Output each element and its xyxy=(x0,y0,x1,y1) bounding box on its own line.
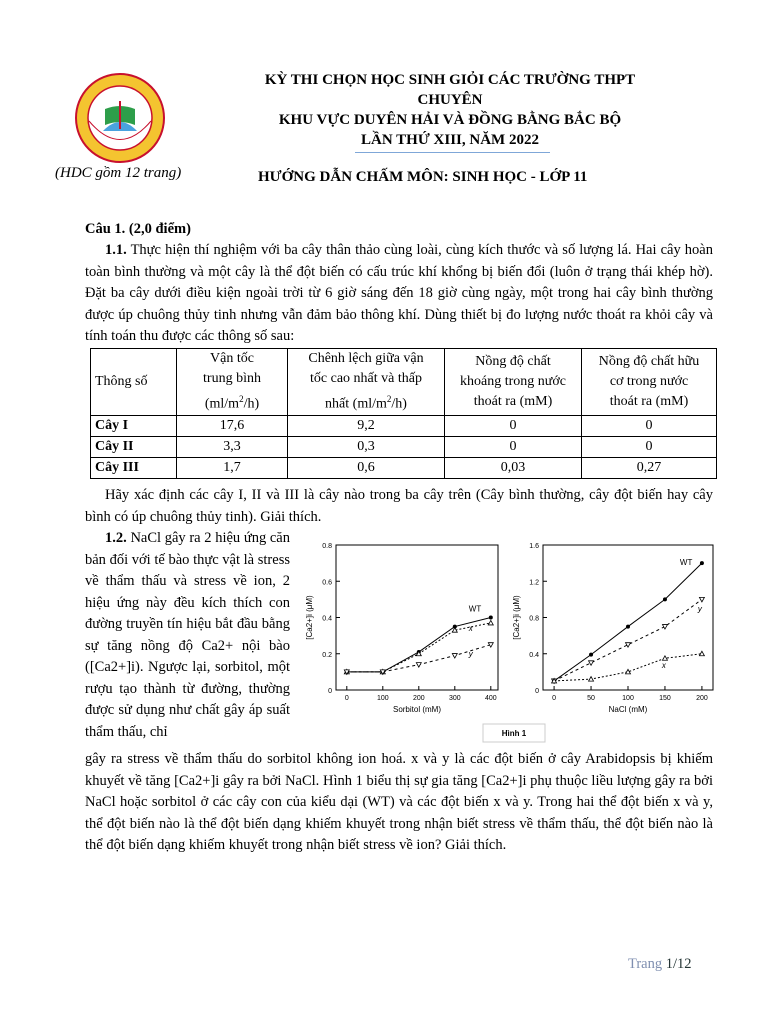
x-tick-label: 100 xyxy=(622,695,634,702)
pages-note: (HDC gồm 12 trang) xyxy=(55,165,182,181)
data-point-WT xyxy=(663,597,667,601)
table-cell: 0,3 xyxy=(288,436,445,457)
exam-title-line1: KỲ THI CHỌN HỌC SINH GIỎI CÁC TRƯỜNG THPT xyxy=(264,72,636,88)
table-row xyxy=(91,415,717,436)
x-tick-label: 100 xyxy=(376,695,389,702)
legend-label-WT: WT xyxy=(468,604,482,614)
table-row xyxy=(91,457,717,478)
logo xyxy=(75,73,165,163)
header-text: trung bình xyxy=(203,371,261,386)
legend-label-WT: WT xyxy=(679,558,693,568)
y-tick-label: 1.2 xyxy=(529,579,539,587)
y-tick-label: 0.4 xyxy=(322,615,332,623)
data-point-x xyxy=(589,677,594,682)
header-cell xyxy=(582,349,717,416)
question11-prompt: Hãy xác định các cây I, II và III là cây nào trong ba cây trên (Cây bình thường, cây đột biến hay cây bình có úp chuông thủy tinh). Giải thích. xyxy=(85,487,713,525)
question1-heading: Câu 1. (2,0 điểm) xyxy=(85,221,191,237)
data-point-x xyxy=(662,656,667,661)
series-line-WT xyxy=(554,563,702,681)
data-point-x xyxy=(488,620,493,625)
table-cell: 0 xyxy=(582,415,717,436)
y-tick-label: 0 xyxy=(535,688,539,695)
data-point-WT xyxy=(589,653,593,657)
y-tick-label: 0.4 xyxy=(529,651,539,659)
question12-wrap-text xyxy=(85,528,290,743)
table-cell: 3,3 xyxy=(177,436,288,457)
question11-text xyxy=(85,240,713,348)
x-tick-label: 400 xyxy=(484,695,497,702)
table-cell: 1,7 xyxy=(177,457,288,478)
data-point-y xyxy=(416,663,421,668)
row-label: Cây II xyxy=(91,436,177,457)
data-point-y xyxy=(662,625,667,630)
exam-title-line3: KHU VỰC DUYÊN HẢI VÀ ĐỒNG BẰNG BẮC BỘ xyxy=(278,112,622,128)
x-axis-label: NaCl (mM) xyxy=(608,705,648,714)
y-tick-label: 1.6 xyxy=(529,543,539,550)
figure-caption: Hình 1 xyxy=(501,729,527,738)
x-tick-label: 200 xyxy=(412,695,425,702)
document-title: HƯỚNG DẪN CHẤM MÔN: SINH HỌC - LỚP 11 xyxy=(258,169,588,185)
y-tick-label: 0.8 xyxy=(529,615,539,623)
table-cell: 0 xyxy=(582,436,717,457)
table-cell: 0,03 xyxy=(445,457,582,478)
exam-title-line2: CHUYÊN xyxy=(417,92,483,108)
y-axis-label: [Ca2+]i (μM) xyxy=(305,595,314,640)
table-header-row xyxy=(91,349,717,416)
table-cell: 0,27 xyxy=(582,457,717,478)
header-text: cơ trong nước xyxy=(609,373,689,389)
y-axis-label: [Ca2+]i (μM) xyxy=(512,595,521,640)
x-tick-label: 200 xyxy=(696,695,708,702)
header-text: tốc cao nhất và thấp xyxy=(310,371,422,386)
x-tick-label: 150 xyxy=(659,695,671,702)
plot-frame xyxy=(336,545,498,690)
x-tick-label: 50 xyxy=(587,695,595,702)
header-cell xyxy=(91,349,177,416)
legend-label-x: x xyxy=(468,623,473,633)
header-text: thoát ra (mM) xyxy=(609,393,689,409)
table-cell: 0 xyxy=(445,415,582,436)
header-text: Vận tốc xyxy=(210,351,254,366)
legend-label-y: y xyxy=(468,649,473,659)
header-cell xyxy=(445,349,582,416)
x-tick-label: 0 xyxy=(344,695,349,702)
figure-1-svg xyxy=(298,535,728,747)
y-tick-label: 0 xyxy=(328,688,332,695)
x-tick-label: 0 xyxy=(552,695,557,702)
legend-label-x: x xyxy=(661,660,666,670)
table-cell: 0,6 xyxy=(288,457,445,478)
header-text: Nồng độ chất hữu xyxy=(598,353,700,369)
header-text: thoát ra (mM) xyxy=(473,393,553,409)
table-row xyxy=(91,436,717,457)
header-cell: Vận tốc trung bình $(ml/m^2/h)$ xyxy=(177,349,288,416)
y-tick-label: 0.2 xyxy=(322,651,332,659)
table-cell: 0 xyxy=(445,436,582,457)
data-point-y xyxy=(589,661,594,666)
data-point-y xyxy=(626,643,631,648)
question12-rest-text: gây ra stress về thẩm thấu do sorbitol không ion hoá. x và y là các đột biến ở cây Arabidopsis bị khiếm khuyết về tăng [Ca2+]i gây ra bởi NaCl. Hình 1 biểu thị sự gia tăng [Ca2+]i phụ thuộc liều lượng gây ra bởi NaCl hoặc sorbitol ở các cây con của kiểu dại (WT) và các đột biến x và y. Trong hai thể đột biến x và y, thể đột biến nào là thể đột biến dạng khiếm khuyết trong nhận biết stress về thẩm thấu, thể đột biến nào là thể đột biến dạng khiếm khuyết trong nhận biết stress về ion? Giải thích. xyxy=(85,751,713,853)
row-label: Cây III xyxy=(91,457,177,478)
table-cell: 9,2 xyxy=(288,415,445,436)
table-cell: 17,6 xyxy=(177,415,288,436)
legend-label-y: y xyxy=(697,604,702,614)
header-text: Thông số xyxy=(95,373,148,389)
question11-label: 1.1. xyxy=(105,242,127,258)
y-tick-label: 0.6 xyxy=(322,579,332,587)
x-tick-label: 300 xyxy=(448,695,461,702)
data-point-WT xyxy=(626,625,630,629)
data-point-y xyxy=(699,597,704,602)
figure-1 xyxy=(298,535,728,747)
x-axis-label: Sorbitol (mM) xyxy=(392,705,442,714)
data-table xyxy=(90,348,717,479)
header-text: Nồng độ chất xyxy=(475,353,551,369)
header-text: Chênh lệch giữa vận xyxy=(308,351,424,366)
y-tick-label: 0.8 xyxy=(322,543,332,550)
page-number: 1/12 xyxy=(665,956,692,972)
header-divider xyxy=(355,152,550,153)
question12-wrap-body: NaCl gây ra 2 hiệu ứng căn bản đối với tế bào thực vật là stress về thẩm thấu và stress về ion, 2 hiệu ứng này đều kích thích con đường truyền tín hiệu bắt đầu bằng sự tăng nồng độ Ca2+ nội bào ([Ca2+]i). Ngược lại, sorbitol, một rượu tạo thành từ đường, thường được sử dụng như chất gây áp suất thẩm thấu, chỉ xyxy=(85,530,290,740)
data-point-WT xyxy=(700,561,704,565)
question11-body: Thực hiện thí nghiệm với ba cây thân thảo cùng loài, cùng kích thước và số lượng lá. Hai cây hoàn toàn bình thường và một cây là thể đột biến có cấu trúc khí khổng bị biến đổi (luôn ở trạng thái khép hờ). Đặt ba cây dưới điều kiện ngoài trời từ 6 giờ sáng đến 18 giờ cùng ngày, một trong hai cây bình thường được úp chuông thủy tinh nhưng vẫn đảm bảo thông khí. Dùng thiết bị đo lượng nước thoát ra khỏi cây và tính toán thu được các thông số sau: xyxy=(85,242,713,344)
question12-label: 1.2. xyxy=(105,530,127,546)
header-cell: Chênh lệch giữa vận tốc cao nhất và thấp nhất $(ml/m^2/h)$ xyxy=(288,349,445,416)
page-footer xyxy=(628,956,692,973)
row-label: Cây I xyxy=(91,415,177,436)
data-point-WT xyxy=(489,616,493,620)
exam-title-line4: LẦN THỨ XIII, NĂM 2022 xyxy=(361,132,539,148)
footer-label: Trang xyxy=(628,956,663,972)
header-text: khoáng trong nước xyxy=(460,373,566,389)
series-line-x xyxy=(554,654,702,681)
